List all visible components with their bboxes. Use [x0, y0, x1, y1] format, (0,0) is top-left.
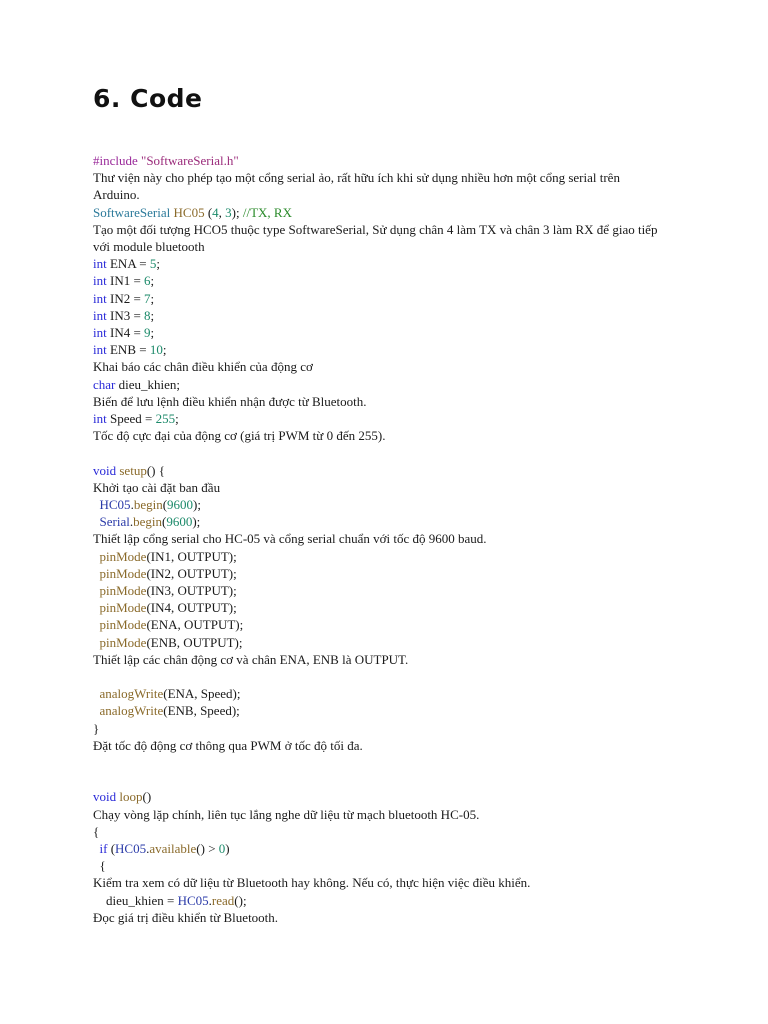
code-line-setup: void setup() { [93, 462, 165, 478]
code-explanation [93, 152, 668, 926]
code-line-pinmode-ena: pinMode(ENA, OUTPUT); [99, 617, 244, 633]
code-line-analogwrite-enb: analogWrite(ENB, Speed); [99, 703, 240, 719]
blank-line [93, 668, 668, 685]
code-line-read: dieu_khien = HC05.read(); [93, 892, 247, 908]
code-line-in4: int IN4 = 9; [93, 325, 155, 341]
note-pins: Khai báo các chân điều khiển của động cơ [93, 359, 313, 375]
code-line-speed: int Speed = 255; [93, 411, 179, 427]
code-line-char: char dieu_khien; [93, 376, 181, 392]
note-object: Tạo một đối tượng HCO5 thuộc type SoftwareSerial, Sử dụng chân 4 làm TX và chân 3 làm RX để giao tiếp với module bluetooth [93, 221, 658, 255]
code-line-in2: int IN2 = 7; [93, 290, 155, 306]
code-line-ena: int ENA = 5; [93, 256, 160, 272]
code-line-in1: int IN1 = 6; [93, 273, 155, 289]
code-line-softwareserial: SoftwareSerial HC05 (4, 3); //TX, RX [93, 204, 292, 220]
note-init: Khởi tạo cài đặt ban đầu [93, 479, 221, 495]
note-speed: Tốc độ cực đại của động cơ (giá trị PWM từ 0 đến 255). [93, 428, 386, 444]
blank-line [93, 771, 668, 788]
note-check: Kiểm tra xem có dữ liệu từ Bluetooth hay không. Nếu có, thực hiện việc điều khiển. [93, 875, 531, 891]
code-line-pinmode-in4: pinMode(IN4, OUTPUT); [99, 600, 237, 616]
blank-line [93, 754, 668, 771]
note-output: Thiết lập các chân động cơ và chân ENA, ENB là OUTPUT. [93, 651, 409, 667]
code-line-pinmode-in3: pinMode(IN3, OUTPUT); [99, 583, 237, 599]
code-line-close-brace: } [93, 720, 100, 736]
code-line-pinmode-in2: pinMode(IN2, OUTPUT); [99, 565, 237, 581]
code-line-if: if (HC05.available() > 0) [99, 841, 230, 857]
code-line-include: #include "SoftwareSerial.h" [93, 153, 239, 168]
section-heading: 6. Code [93, 84, 203, 113]
note-serial: Thiết lập cổng serial cho HC-05 và cổng serial chuẩn với tốc độ 9600 baud. [93, 531, 487, 547]
code-line-loop: void loop() [93, 789, 152, 805]
code-line-in3: int IN3 = 8; [93, 307, 155, 323]
note-pwm: Đặt tốc độ động cơ thông qua PWM ở tốc độ tối đa. [93, 737, 363, 753]
code-line-hc05-begin: HC05.begin(9600); [99, 497, 201, 513]
note-loop: Chạy vòng lặp chính, liên tục lắng nghe dữ liệu từ mạch bluetooth HC-05. [93, 806, 480, 822]
note-library: Thư viện này cho phép tạo một cổng serial ảo, rất hữu ích khi sử dụng nhiều hơn một cổng serial trên Arduino. [93, 170, 620, 203]
code-line-if-brace: { [99, 858, 106, 874]
note-variable: Biến để lưu lệnh điều khiển nhận được từ Bluetooth. [93, 393, 367, 409]
blank-line [93, 444, 668, 461]
code-line-open-brace: { [93, 823, 100, 839]
note-read: Đọc giá trị điều khiển từ Bluetooth. [93, 909, 279, 925]
code-line-enb: int ENB = 10; [93, 342, 167, 358]
code-line-serial-begin: Serial.begin(9600); [99, 514, 201, 530]
code-line-pinmode-enb: pinMode(ENB, OUTPUT); [99, 634, 243, 650]
code-line-analogwrite-ena: analogWrite(ENA, Speed); [99, 686, 241, 702]
code-line-pinmode-in1: pinMode(IN1, OUTPUT); [99, 548, 237, 564]
